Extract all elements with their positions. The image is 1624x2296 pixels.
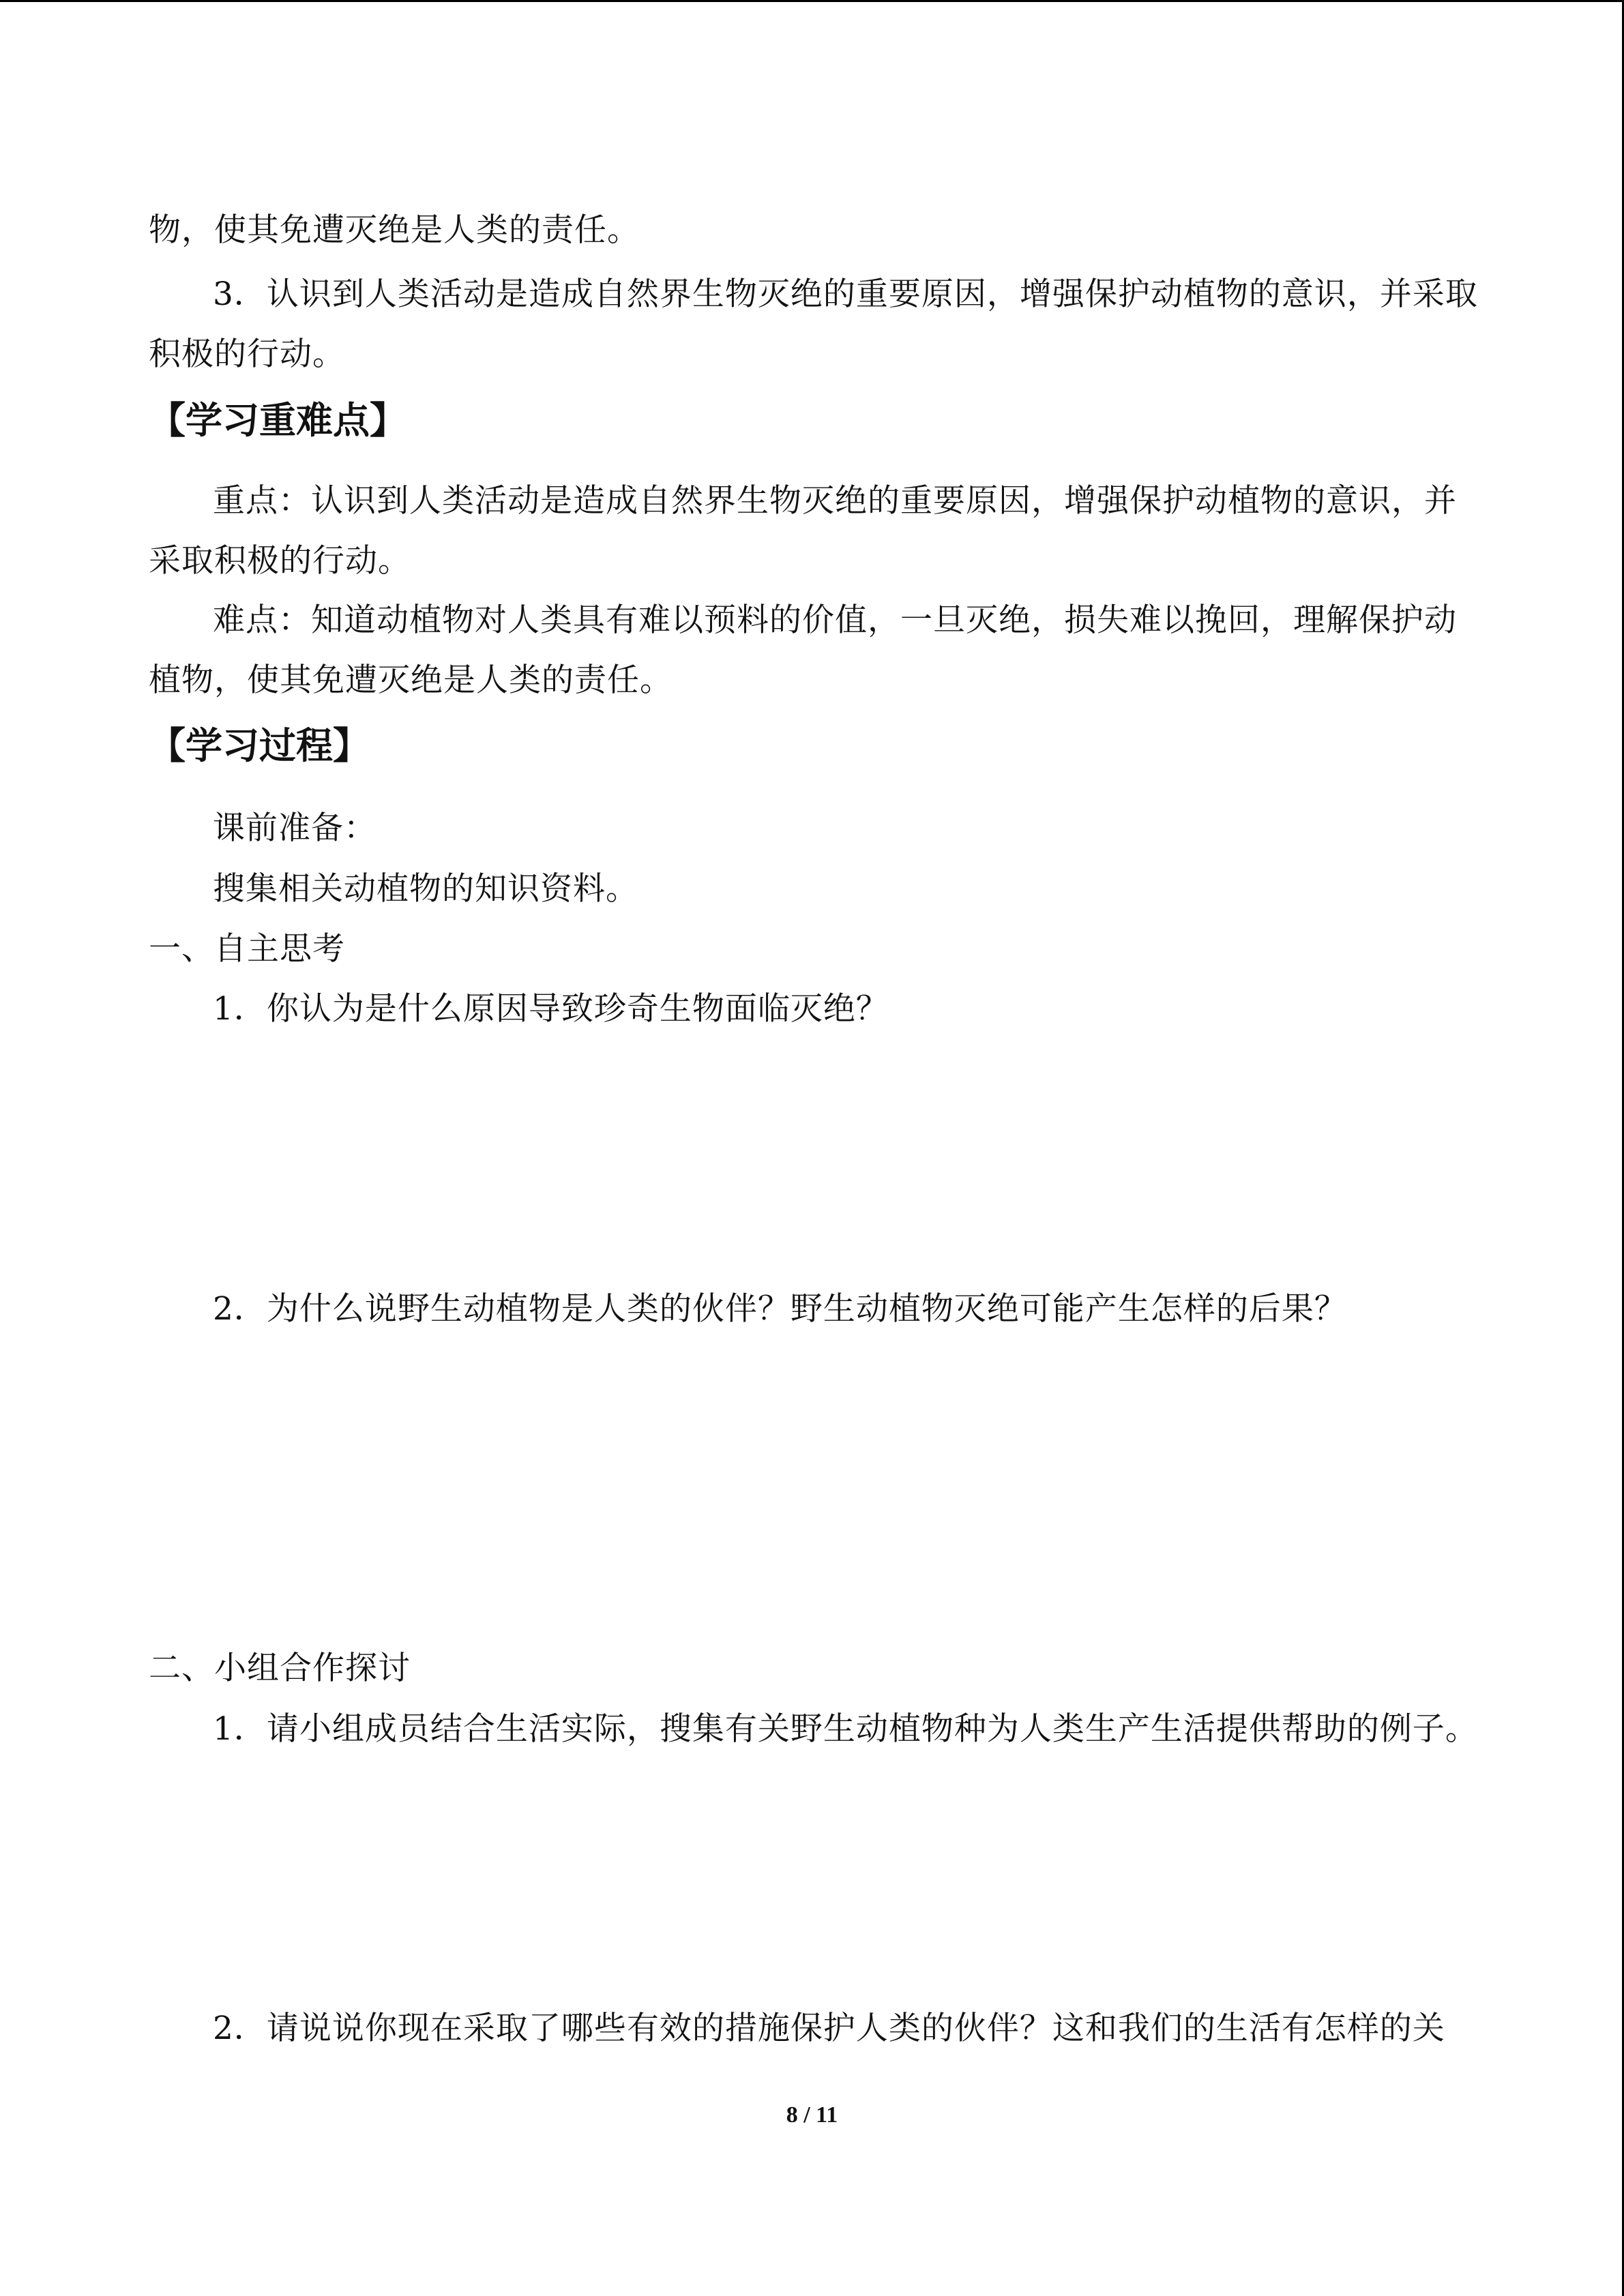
section-heading-process: 【学习过程】: [149, 724, 370, 767]
text-line: 重点：认识到人类活动是造成自然界生物灭绝的重要原因，增强保护动植物的意识，并: [213, 482, 1457, 520]
question-item: 1．请小组成员结合生活实际，搜集有关野生动植物种为人类生产生活提供帮助的例子。: [213, 1710, 1478, 1748]
question-item: 2．为什么说野生动植物是人类的伙伴？野生动植物灭绝可能产生怎样的后果？: [213, 1290, 1347, 1328]
subsection-heading: 一、自主思考: [149, 930, 345, 968]
page-number: 8 / 11: [786, 2102, 838, 2128]
text-line: 3．认识到人类活动是造成自然界生物灭绝的重要原因，增强保护动植物的意识，并采取: [213, 275, 1478, 313]
text-line: 植物，使其免遭灭绝是人类的责任。: [149, 661, 673, 699]
section-heading-key-points: 【学习重难点】: [149, 399, 407, 442]
subsection-heading: 二、小组合作探讨: [149, 1650, 411, 1687]
text-line: 积极的行动。: [149, 336, 345, 373]
question-item: 2．请说说你现在采取了哪些有效的措施保护人类的伙伴？这和我们的生活有怎样的关: [213, 2010, 1445, 2047]
text-line: 物，使其免遭灭绝是人类的责任。: [149, 211, 640, 249]
question-item: 1．你认为是什么原因导致珍奇生物面临灭绝？: [213, 990, 889, 1028]
text-line: 采取积极的行动。: [149, 542, 411, 580]
text-line: 难点：知道动植物对人类具有难以预料的价值，一旦灭绝，损失难以挽回，理解保护动: [213, 601, 1457, 639]
text-line: 搜集相关动植物的知识资料。: [213, 870, 638, 908]
text-line: 课前准备：: [213, 809, 377, 847]
